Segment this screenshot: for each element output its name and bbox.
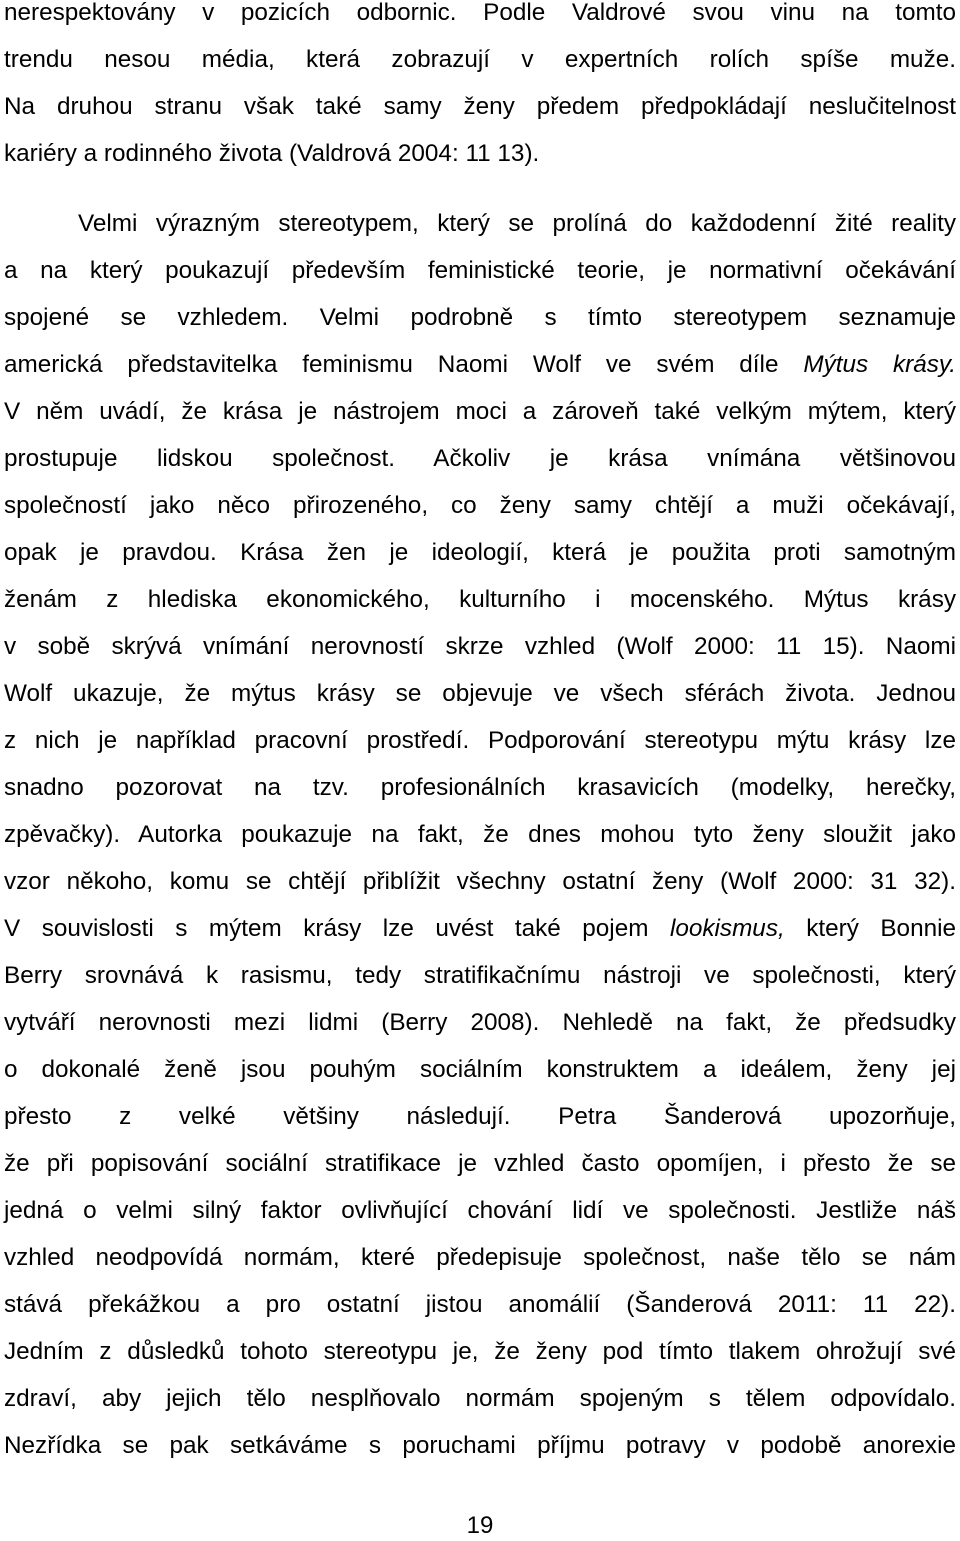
text-fragment: který Bonnie [784,915,957,942]
text-line: jedná o velmi silný faktor ovlivňující chování lidí ve společnosti. Jestliže náš [4,1197,956,1224]
term-lookismus: lookismus, [669,915,785,942]
text-line: kariéry a rodinného života (Valdrová 2004: 11 13). [4,140,540,167]
text-line: vzor někoho, komu se chtějí přiblížit všechny ostatní ženy (Wolf 2000: 31 32). [4,868,956,895]
text-line: Velmi výrazným stereotypem, který se prolíná do každodenní žité reality [78,210,956,237]
page-number: 19 [466,1512,494,1539]
text-line: zpěvačky). Autorka poukazuje na fakt, že dnes mohou tyto ženy sloužit jako [4,821,956,848]
text-line: vytváří nerovnosti mezi lidmi (Berry 2008). Nehledě na fakt, že předsudky [4,1009,956,1036]
text-line [4,341,956,388]
text-line: Berry srovnává k rasismu, tedy stratifikačnímu nástroji ve společnosti, který [4,962,956,989]
text-fragment: americká představitelka feminismu Naomi Wolf ve svém díle [4,351,804,378]
paragraph-beauty-myth [4,200,956,1469]
text-line: trendu nesou média, která zobrazují v expertních rolích spíše muže. [4,46,956,73]
text-fragment: V souvislosti s mýtem krásy lze uvést také pojem [4,915,670,942]
text-line: Wolf ukazuje, že mýtus krásy se objevuje ve všech sférách života. Jednou [4,680,956,707]
text-line: že při popisování sociální stratifikace je vzhled často opomíjen, i přesto že se [4,1150,956,1177]
text-line: společností jako něco přirozeného, co ženy samy chtějí a muži očekávají, [4,492,956,519]
document-page [4,0,956,1469]
text-line: přesto z velké většiny následují. Petra Šanderová upozorňuje, [4,1103,956,1130]
text-line: Jedním z důsledků tohoto stereotypu je, že ženy pod tímto tlakem ohrožují své [4,1338,956,1365]
text-line: snadno pozorovat na tzv. profesionálních krasavicích (modelky, herečky, [4,774,956,801]
text-line: V něm uvádí, že krása je nástrojem moci a zároveň také velkým mýtem, který [4,398,956,425]
text-line: v sobě skrývá vnímání nerovností skrze vzhled (Wolf 2000: 11 15). Naomi [4,633,956,660]
text-line: spojené se vzhledem. Velmi podrobně s tímto stereotypem seznamuje [4,304,956,331]
text-line: Nezřídka se pak setkáváme s poruchami příjmu potravy v podobě anorexie [4,1432,956,1459]
text-line: opak je pravdou. Krása žen je ideologií, která je použita proti samotným [4,539,956,566]
text-line: stává překážkou a pro ostatní jistou anomálií (Šanderová 2011: 11 22). [4,1291,956,1318]
text-line: o dokonalé ženě jsou pouhým sociálním konstruktem a ideálem, ženy jej [4,1056,956,1083]
text-line: prostupuje lidskou společnost. Ačkoliv je krása vnímána většinovou [4,445,956,472]
paragraph-continued [4,0,956,177]
text-line [4,905,956,952]
text-line: vzhled neodpovídá normám, které předepisuje společnost, naše tělo se nám [4,1244,956,1271]
text-line: Na druhou stranu však také samy ženy předem předpokládají neslučitelnost [4,93,956,120]
text-line: nerespektovány v pozicích odbornic. Podle Valdrové svou vinu na tomto [4,0,956,26]
text-line: z nich je například pracovní prostředí. Podporování stereotypu mýtu krásy lze [4,727,956,754]
book-title: Mýtus krásy. [803,351,956,378]
text-line: a na který poukazují především feministické teorie, je normativní očekávání [4,257,956,284]
text-line: ženám z hlediska ekonomického, kulturního i mocenského. Mýtus krásy [4,586,956,613]
text-line: zdraví, aby jejich tělo nesplňovalo normám spojeným s tělem odpovídalo. [4,1385,956,1412]
